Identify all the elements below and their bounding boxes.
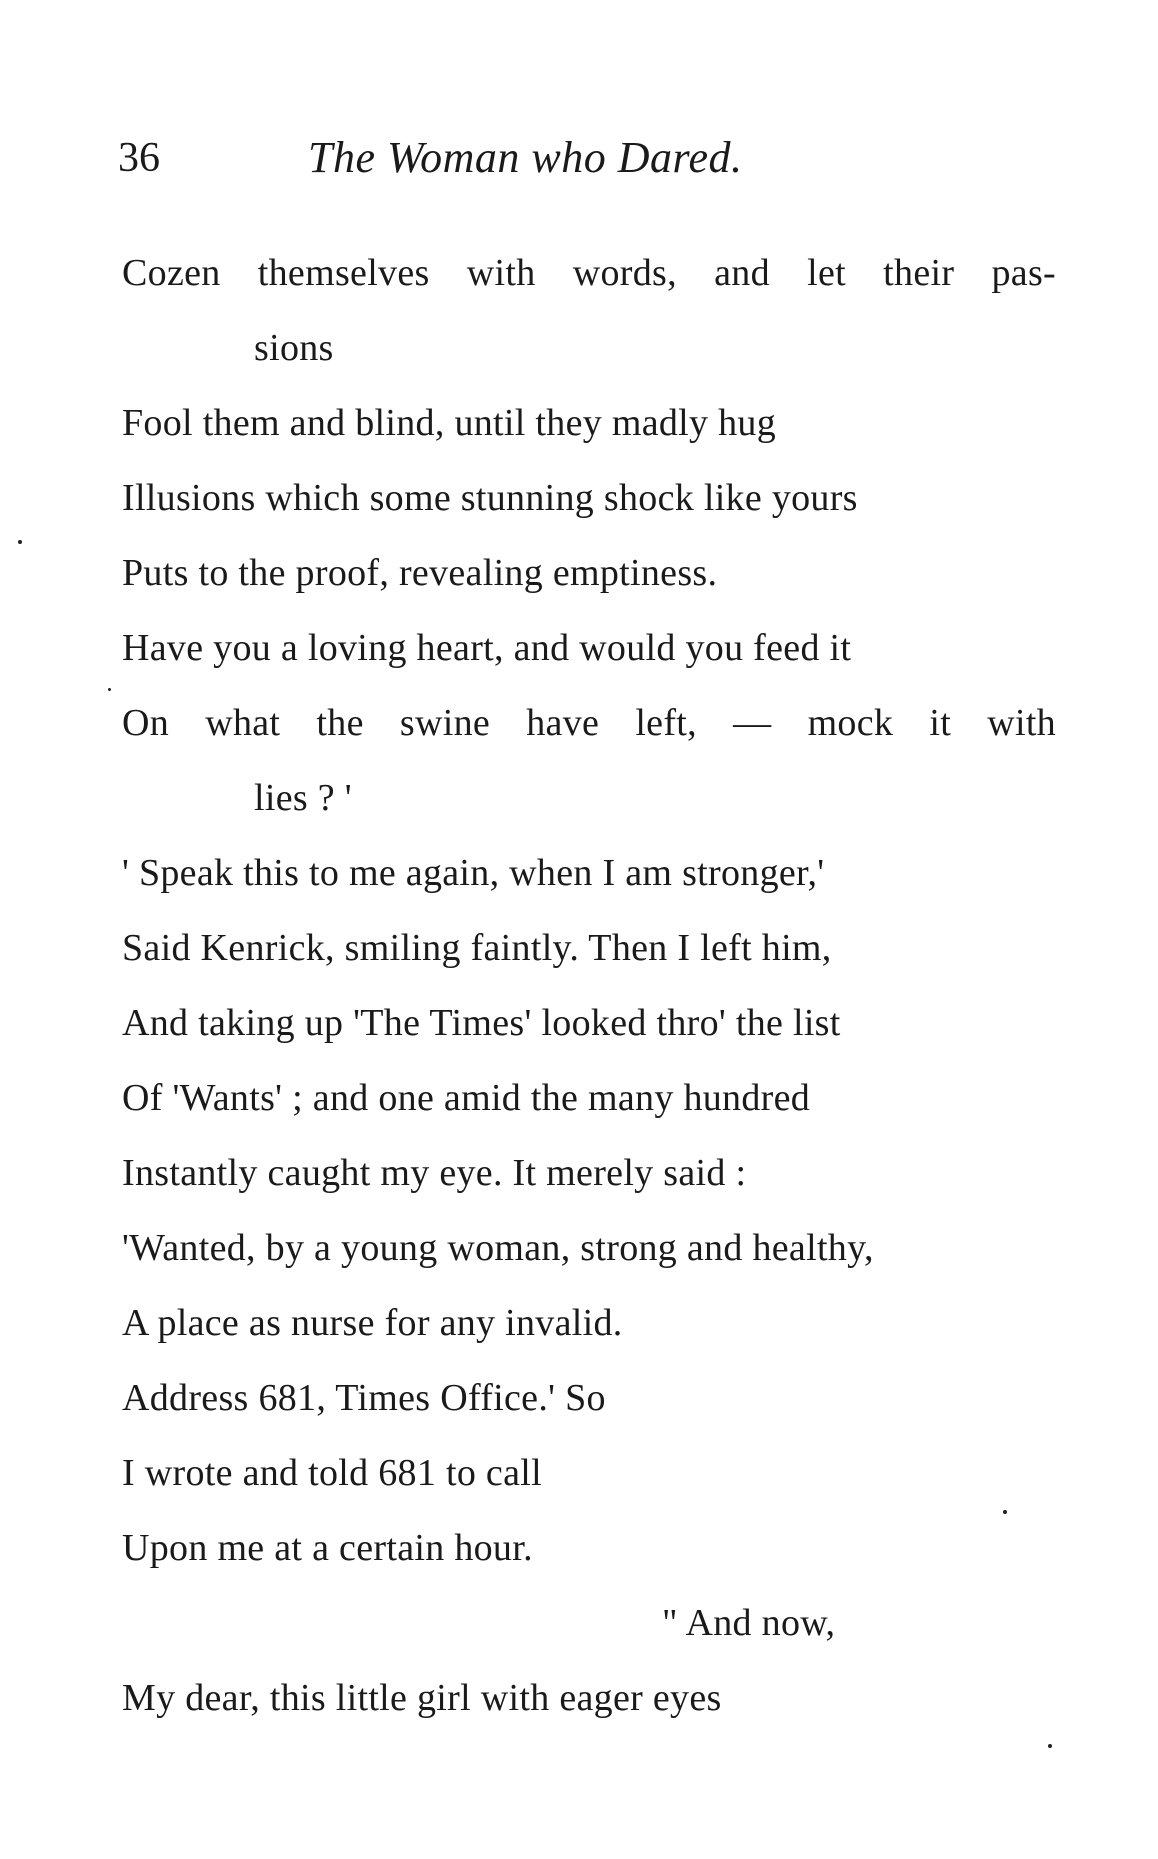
verse-line: Of 'Wants' ; and one amid the many hundred	[122, 1077, 811, 1119]
verse-line: Cozen themselves with words, and let their pas-	[122, 252, 1056, 294]
verse-line: Have you a loving heart, and would you feed it	[122, 627, 852, 669]
running-head	[118, 128, 1018, 188]
print-speck	[108, 688, 111, 691]
verse-line: 'Wanted, by a young woman, strong and healthy,	[122, 1227, 874, 1269]
print-speck	[1003, 1510, 1007, 1514]
verse-line: A place as nurse for any invalid.	[122, 1302, 623, 1344]
verse-line: Puts to the proof, revealing emptiness.	[122, 552, 718, 594]
verse-line: On what the swine have left, — mock it with	[122, 702, 1056, 744]
verse-line: Said Kenrick, smiling faintly. Then I left him,	[122, 927, 832, 969]
page-number: 36	[118, 135, 160, 181]
print-speck	[1048, 1744, 1052, 1748]
verse-line: Address 681, Times Office.' So	[122, 1377, 606, 1419]
verse-line: I wrote and told 681 to call	[122, 1452, 542, 1494]
verse-body	[122, 236, 1062, 1736]
print-speck	[18, 540, 22, 544]
verse-line-half: " And now,	[662, 1602, 836, 1644]
running-title: The Woman who Dared.	[308, 133, 743, 182]
verse-line: Instantly caught my eye. It merely said :	[122, 1152, 747, 1194]
verse-line: Fool them and blind, until they madly hug	[122, 402, 777, 444]
verse-line: ' Speak this to me again, when I am stronger,'	[122, 852, 825, 894]
verse-line-continuation: lies ? '	[254, 777, 352, 819]
verse-line: And taking up 'The Times' looked thro' the list	[122, 1002, 841, 1044]
verse-line: Illusions which some stunning shock like yours	[122, 477, 858, 519]
verse-line: Upon me at a certain hour.	[122, 1527, 533, 1569]
verse-line-continuation: sions	[254, 327, 334, 369]
verse-line: My dear, this little girl with eager eyes	[122, 1677, 722, 1719]
